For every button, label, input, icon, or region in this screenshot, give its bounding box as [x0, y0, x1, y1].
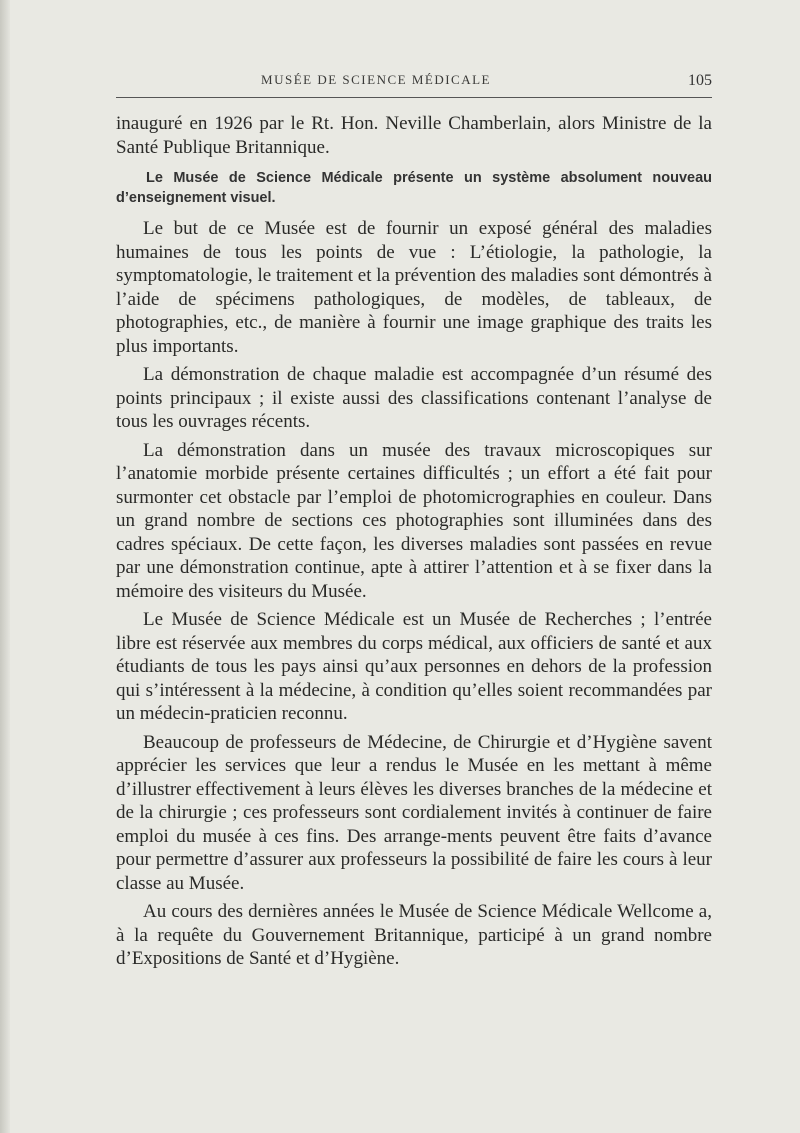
page-edge [0, 0, 10, 1133]
running-title: MUSÉE DE SCIENCE MÉDICALE [261, 72, 491, 87]
page-number: 105 [688, 72, 712, 89]
running-header [116, 70, 712, 96]
paragraph: La démonstration dans un musée des travaux microscopiques sur l’anatomie morbide présente certaines difficultés ; un effort a été fait pour surmonter cet obstacle par l’emploi de photomicrographies en couleur. Dans un grand nombre de sections ces photographies sont illuminées dans des cadres spéciaux. De cette façon, les diverses maladies sont passées en revue par une démonstration continue, apte à attirer l’attention et à se fixer dans la mémoire des visiteurs du Musée. [116, 439, 712, 602]
paragraph-note: Le Musée de Science Médicale présente un système absolument nouveau d’enseignement visuel. [116, 170, 712, 206]
paragraph: Le but de ce Musée est de fournir un exposé général des maladies humaines de tous les points de vue : L’étiologie, la pathologie, la symptomatologie, le traitement et la prévention des maladies sont démontrés à l’aide de spécimens pathologiques, de modèles, de tableaux, de photographies, etc., de manière à fournir une image graphique des traits les plus importants. [116, 218, 712, 357]
header-rule [116, 97, 712, 98]
paragraph: Au cours des dernières années le Musée de Science Médicale Wellcome a, à la requête du Gouvernement Britannique, participé à un grand nombre d’Expositions de Santé et d’Hygiène. [116, 901, 712, 969]
paragraph: Le Musée de Science Médicale est un Musée de Recherches ; l’entrée libre est réservée aux membres du corps médical, aux officiers de santé et aux étudiants de tous les pays ainsi qu’aux personnes en dehors de la profession qui s’intéressent à la médecine, à condition qu’elles soient recommandées par un médecin-praticien reconnu. [116, 609, 712, 724]
paragraph: La démonstration de chaque maladie est accompagnée d’un résumé des points principaux ; il existe aussi des classifications contenant l’analyse de tous les ouvrages récents. [116, 364, 712, 432]
body-text [116, 112, 712, 976]
paragraph-continuation: inauguré en 1926 par le Rt. Hon. Neville Chamberlain, alors Ministre de la Santé Publique Britannique. [116, 113, 712, 158]
paragraph: Beaucoup de professeurs de Médecine, de Chirurgie et d’Hygiène savent apprécier les services que leur a rendus le Musée en les mettant à même d’illustrer effectivement à leurs élèves les diverses branches de la médecine et de la chirurgie ; ces professeurs sont cordialement invités à continuer de faire emploi du musée à ces fins. Des arrange-ments peuvent être faits d’avance pour permettre d’assurer aux professeurs la possibilité de faire les cours à leur classe au Musée. [116, 731, 712, 894]
